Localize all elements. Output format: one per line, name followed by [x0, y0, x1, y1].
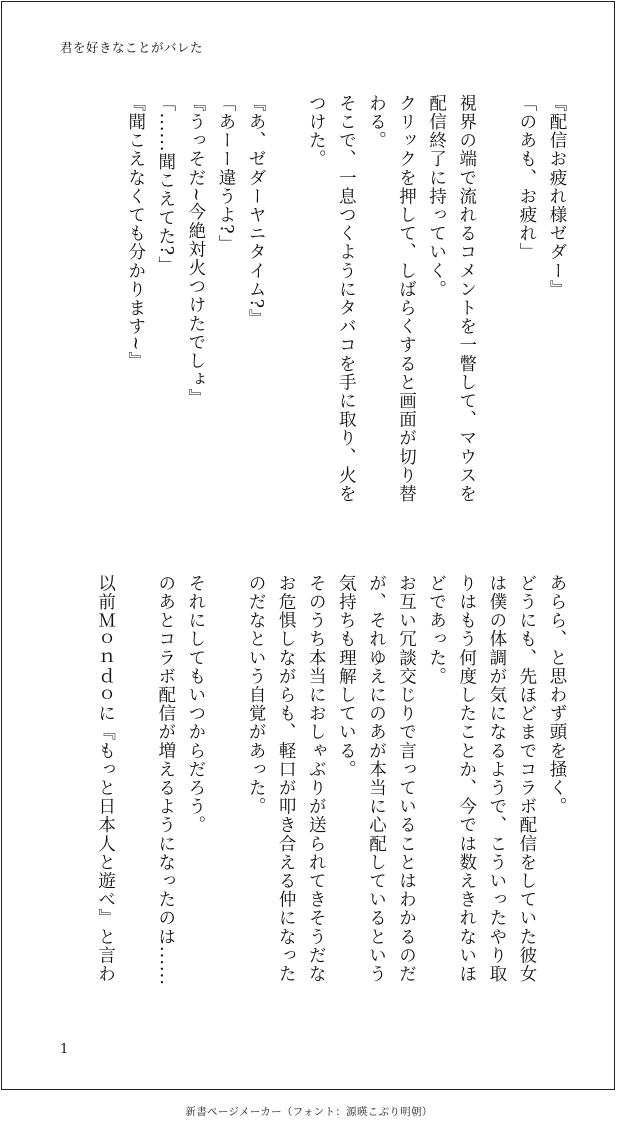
text-line: 視界の端で流れるコメントを一瞥して、マウスを	[456, 94, 477, 504]
page-frame	[1, 1, 615, 1090]
footer-credit: 新書ページメーカー（フォント：源暎こぶり明朝）	[185, 1106, 433, 1118]
paragraph-gap	[211, 574, 241, 1014]
text-line: 以前Ｍｏｎｄｏに『もっと日本人と遊べ』と言わ	[95, 574, 116, 984]
running-title: 君を好きなことがバレた	[60, 40, 204, 55]
body-text-upper	[121, 94, 572, 554]
paragraph-gap	[482, 94, 512, 554]
text-line: どであった。	[426, 574, 447, 686]
page-number: 1	[60, 1042, 69, 1057]
text-line: 「あーー違うよ?」	[215, 94, 236, 254]
text-line: が、それゆえにのあが本当に心配しているという	[366, 574, 387, 984]
text-line: そこで、一息つくようにタバコを手に取り、火を	[336, 94, 357, 504]
text-line: どうにも、先ほどまでコラボ配信をしていた彼女	[516, 574, 537, 984]
text-line: のあとコラボ配信が増えるようになったのは......	[155, 574, 176, 986]
text-line: それにしてもいつからだろう。	[185, 574, 206, 835]
text-line: 『聞こえなくても分かります~』	[125, 94, 146, 371]
text-line: お互い冗談交じりで言っていることはわかるのだ	[396, 574, 417, 984]
text-line: 「......聞こえてた?」	[155, 94, 176, 275]
text-line: つけた。	[306, 94, 327, 169]
text-line: 「のあも、お疲れ」	[516, 94, 537, 262]
text-line: 気持ちも理解している。	[336, 574, 357, 779]
text-line: 配信終了に持っていく。	[426, 94, 447, 299]
body-text-lower	[91, 574, 573, 1014]
text-line: 『あ、ゼダーヤニタイム?』	[246, 94, 267, 328]
text-line: 『うっそだ~今絶対火つけたでしょ』	[185, 94, 206, 408]
text-line: りはもう何度したことか、今では数えきれないほ	[456, 574, 477, 984]
text-line: 『配信お疲れ様ゼダー』	[547, 94, 567, 299]
text-line: わる。	[366, 94, 387, 150]
text-line: のだなという自覚があった。	[246, 574, 267, 816]
text-line: あらら、と思わず頭を掻く。	[547, 574, 567, 816]
paragraph-gap	[271, 94, 301, 554]
paragraph-gap	[121, 574, 151, 1014]
text-line: クリックを押して、しばらくすると画面が切り替	[396, 94, 417, 504]
text-line: は僕の体調が気になるようで、こういったやり取	[486, 574, 507, 984]
text-line: そのうち本当におしゃぶりが送られてきそうだな	[306, 574, 327, 984]
text-line: お危惧しながらも、軽口が叩き合える仲になった	[276, 574, 297, 984]
